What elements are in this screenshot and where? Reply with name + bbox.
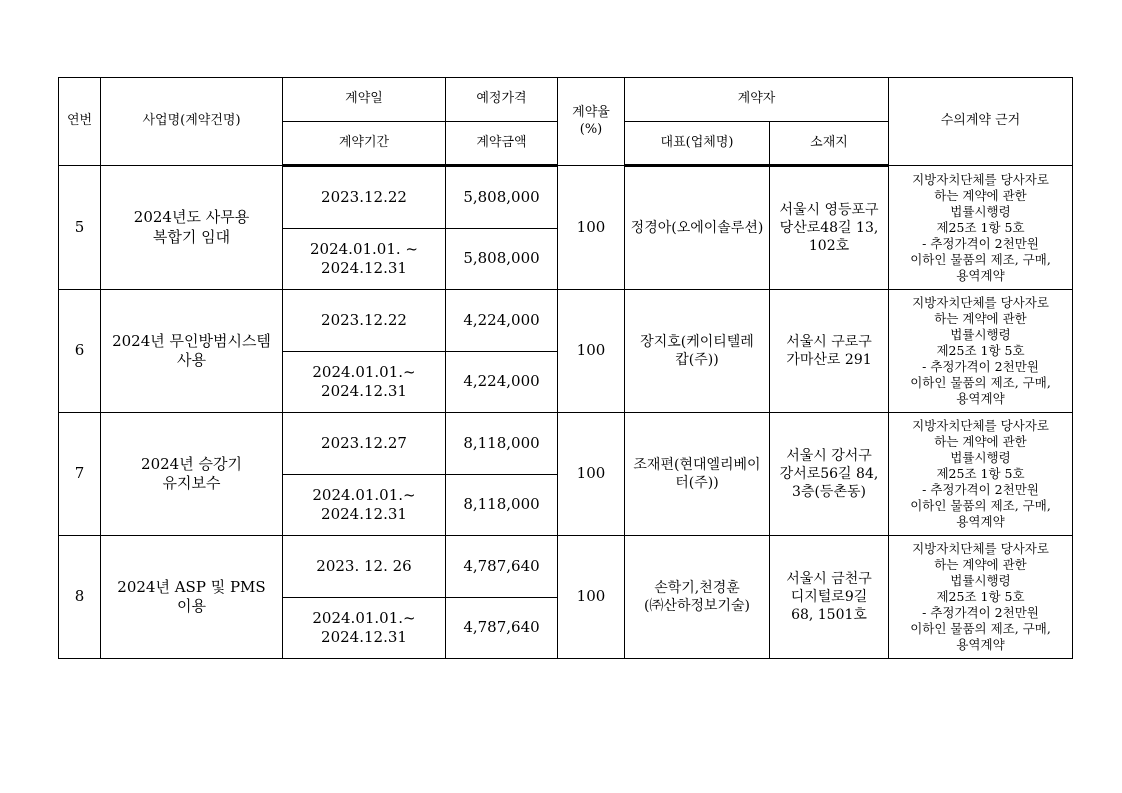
cell-period: 2024.01.01.~ 2024.12.31 — [283, 352, 446, 413]
cell-project: 2024년 승강기 유지보수 — [101, 413, 283, 536]
cell-period: 2024.01.01.~ 2024.12.31 — [283, 598, 446, 659]
cell-project: 2024년도 사무용 복합기 임대 — [101, 166, 283, 290]
table-row — [59, 536, 1073, 598]
header-amount: 계약금액 — [446, 122, 558, 166]
table-row — [59, 413, 1073, 475]
cell-estimated-price: 4,224,000 — [446, 290, 558, 352]
cell-representative: 장지호(케이티텔레 캅(주)) — [625, 290, 770, 413]
cell-rate: 100 — [558, 290, 625, 413]
cell-address: 서울시 영등포구 당산로48길 13, 102호 — [770, 166, 889, 290]
cell-representative: 손학기,천경훈 (㈜산하정보기술) — [625, 536, 770, 659]
cell-basis: 지방자치단체를 당사자로 하는 계약에 관한 법률시행령 제25조 1항 5호 - 추정가격이 2천만원 이하인 물품의 제조, 구매, 용역계약 — [889, 413, 1073, 536]
cell-estimated-price: 8,118,000 — [446, 413, 558, 475]
header-seq: 연번 — [59, 78, 101, 166]
cell-amount: 4,787,640 — [446, 598, 558, 659]
header-estimated-price: 예정가격 — [446, 78, 558, 122]
cell-project: 2024년 ASP 및 PMS 이용 — [101, 536, 283, 659]
header-period: 계약기간 — [283, 122, 446, 166]
cell-seq: 6 — [59, 290, 101, 413]
cell-contract-date: 2023.12.22 — [283, 290, 446, 352]
header-rate: 계약율 (%) — [558, 78, 625, 166]
cell-address: 서울시 구로구 가마산로 291 — [770, 290, 889, 413]
cell-basis: 지방자치단체를 당사자로 하는 계약에 관한 법률시행령 제25조 1항 5호 - 추정가격이 2천만원 이하인 물품의 제조, 구매, 용역계약 — [889, 290, 1073, 413]
contract-table — [58, 77, 1073, 659]
cell-rate: 100 — [558, 413, 625, 536]
cell-basis: 지방자치단체를 당사자로 하는 계약에 관한 법률시행령 제25조 1항 5호 - 추정가격이 2천만원 이하인 물품의 제조, 구매, 용역계약 — [889, 166, 1073, 290]
cell-address: 서울시 강서구 강서로56길 84, 3층(등촌동) — [770, 413, 889, 536]
header-address: 소재지 — [770, 122, 889, 166]
table-body — [59, 166, 1073, 659]
header-project: 사업명(계약건명) — [101, 78, 283, 166]
cell-rate: 100 — [558, 166, 625, 290]
cell-amount: 5,808,000 — [446, 229, 558, 290]
cell-representative: 조재편(현대엘리베이 터(주)) — [625, 413, 770, 536]
cell-amount: 4,224,000 — [446, 352, 558, 413]
cell-seq: 7 — [59, 413, 101, 536]
cell-seq: 8 — [59, 536, 101, 659]
cell-period: 2024.01.01.~ 2024.12.31 — [283, 475, 446, 536]
cell-representative: 정경아(오에이솔루션) — [625, 166, 770, 290]
cell-basis: 지방자치단체를 당사자로 하는 계약에 관한 법률시행령 제25조 1항 5호 - 추정가격이 2천만원 이하인 물품의 제조, 구매, 용역계약 — [889, 536, 1073, 659]
header-contractor: 계약자 — [625, 78, 889, 122]
cell-contract-date: 2023. 12. 26 — [283, 536, 446, 598]
cell-estimated-price: 5,808,000 — [446, 166, 558, 229]
cell-contract-date: 2023.12.22 — [283, 166, 446, 229]
table-header — [59, 78, 1073, 166]
cell-rate: 100 — [558, 536, 625, 659]
table-row — [59, 166, 1073, 229]
cell-project: 2024년 무인방범시스템 사용 — [101, 290, 283, 413]
cell-address: 서울시 금천구 디지털로9길 68, 1501호 — [770, 536, 889, 659]
cell-amount: 8,118,000 — [446, 475, 558, 536]
header-basis: 수의계약 근거 — [889, 78, 1073, 166]
cell-period: 2024.01.01. ~ 2024.12.31 — [283, 229, 446, 290]
cell-seq: 5 — [59, 166, 101, 290]
cell-contract-date: 2023.12.27 — [283, 413, 446, 475]
header-contract-date: 계약일 — [283, 78, 446, 122]
table-row — [59, 290, 1073, 352]
header-representative: 대표(업체명) — [625, 122, 770, 166]
cell-estimated-price: 4,787,640 — [446, 536, 558, 598]
